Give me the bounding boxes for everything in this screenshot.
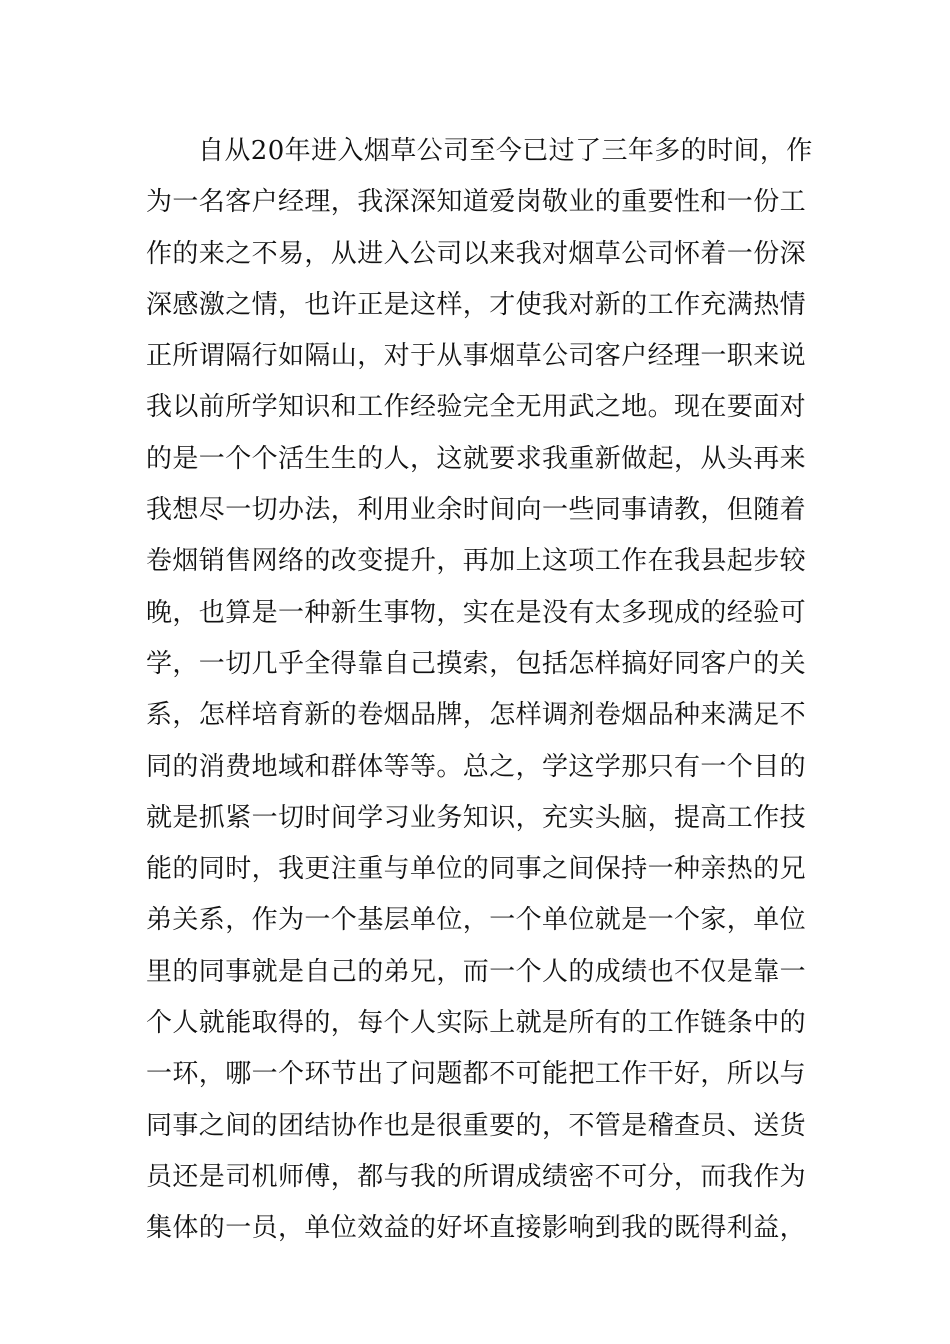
paragraph-line-1: 自从20年进入烟草公司至今已过了三年多的时间，作	[198, 136, 813, 166]
paragraph-line-16: 弟关系，作为一个基层单位，一个单位就是一个家，单位	[146, 905, 807, 936]
paragraph-line-22: 集体的一员，单位效益的好坏直接影响到我的既得利益，	[146, 1213, 807, 1244]
paragraph-line-21: 员还是司机师傅，都与我的所谓成绩密不可分，而我作为	[146, 1161, 807, 1192]
paragraph-line-17: 里的同事就是自己的弟兄，而一个人的成绩也不仅是靠一	[146, 956, 807, 987]
paragraph-line-11: 学，一切几乎全得靠自己摸索，包括怎样搞好同客户的关	[146, 648, 807, 679]
body-paragraph	[146, 126, 816, 1255]
paragraph-line-9: 卷烟销售网络的改变提升，再加上这项工作在我县起步较	[146, 546, 807, 577]
paragraph-line-6: 我以前所学知识和工作经验完全无用武之地。现在要面对	[146, 392, 807, 423]
paragraph-line-4: 深感激之情，也许正是这样，才使我对新的工作充满热情	[146, 289, 807, 320]
paragraph-line-3: 作的来之不易，从进入公司以来我对烟草公司怀着一份深	[146, 238, 807, 269]
paragraph-line-14: 就是抓紧一切时间学习业务知识，充实头脑，提高工作技	[146, 802, 807, 833]
paragraph-line-10: 晚，也算是一种新生事物，实在是没有太多现成的经验可	[146, 597, 807, 628]
paragraph-line-18: 个人就能取得的，每个人实际上就是所有的工作链条中的	[146, 1008, 807, 1039]
paragraph-line-12: 系，怎样培育新的卷烟品牌，怎样调剂卷烟品种来满足不	[146, 700, 807, 731]
paragraph-line-5: 正所谓隔行如隔山，对于从事烟草公司客户经理一职来说	[146, 341, 807, 372]
paragraph-line-13: 同的消费地域和群体等等。总之，学这学那只有一个目的	[146, 751, 807, 782]
paragraph-line-7: 的是一个个活生生的人，这就要求我重新做起，从头再来	[146, 443, 807, 474]
paragraph-line-15: 能的同时，我更注重与单位的同事之间保持一种亲热的兄	[146, 854, 807, 885]
paragraph-line-2: 为一名客户经理，我深深知道爱岗敬业的重要性和一份工	[146, 187, 807, 218]
paragraph-line-19: 一环，哪一个环节出了问题都不可能把工作干好，所以与	[146, 1059, 807, 1090]
paragraph-line-8: 我想尽一切办法，利用业余时间向一些同事请教，但随着	[146, 495, 807, 526]
paragraph-line-20: 同事之间的团结协作也是很重要的，不管是稽查员、送货	[146, 1110, 807, 1141]
